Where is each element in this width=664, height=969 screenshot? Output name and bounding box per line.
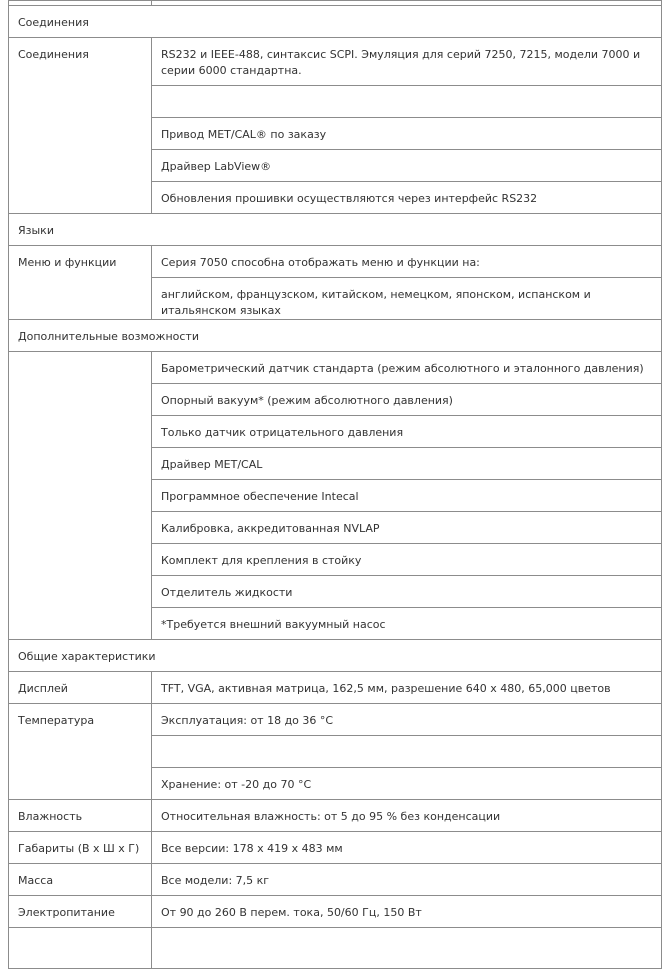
row-value: Калибровка, аккредитованная NVLAP [152, 512, 662, 544]
row-label: Электропитание [9, 896, 152, 928]
row-label: Соединения [9, 38, 152, 214]
specifications-table-body [9, 1, 662, 969]
row-value [152, 736, 662, 768]
row-value: Привод MET/CAL® по заказу [152, 118, 662, 150]
table-row [9, 896, 662, 928]
row-value: Обновления прошивки осуществляются через интерфейс RS232 [152, 182, 662, 214]
row-label: Дисплей [9, 672, 152, 704]
row-value: Драйвер MET/CAL [152, 448, 662, 480]
row-label: Влажность [9, 800, 152, 832]
table-bottom-edge [9, 928, 662, 969]
row-value: RS232 и IEEE-488, синтаксис SCPI. Эмуляция для серий 7250, 7215, модели 7000 и серии 6000 стандартна. [152, 38, 662, 86]
row-value: Отделитель жидкости [152, 576, 662, 608]
section-title: Дополнительные возможности [9, 320, 662, 352]
row-value: Только датчик отрицательного давления [152, 416, 662, 448]
row-value: Все версии: 178 x 419 x 483 мм [152, 832, 662, 864]
row-value: Серия 7050 способна отображать меню и функции на: [152, 246, 662, 278]
row-label: Меню и функции [9, 246, 152, 320]
row-value: TFT, VGA, активная матрица, 162,5 мм, разрешение 640 x 480, 65,000 цветов [152, 672, 662, 704]
row-label: Габариты (В x Ш x Г) [9, 832, 152, 864]
row-value [152, 86, 662, 118]
table-row [9, 800, 662, 832]
row-value: Все модели: 7,5 кг [152, 864, 662, 896]
row-value: Барометрический датчик стандарта (режим абсолютного и эталонного давления) [152, 352, 662, 384]
row-label [9, 352, 152, 640]
row-value: Комплект для крепления в стойку [152, 544, 662, 576]
table-row [9, 672, 662, 704]
row-value: английском, французском, китайском, немецком, японском, испанском и итальянском языках [152, 278, 662, 320]
row-value: Программное обеспечение Intecal [152, 480, 662, 512]
section-title: Общие характеристики [9, 640, 662, 672]
row-value: Опорный вакуум* (режим абсолютного давления) [152, 384, 662, 416]
row-value: Драйвер LabView® [152, 150, 662, 182]
section-header-row [9, 214, 662, 246]
row-value: Относительная влажность: от 5 до 95 % без конденсации [152, 800, 662, 832]
row-value: Эксплуатация: от 18 до 36 °C [152, 704, 662, 736]
table-row [9, 704, 662, 736]
section-title: Языки [9, 214, 662, 246]
specifications-table [8, 0, 662, 969]
edge-cell [9, 928, 152, 969]
table-row [9, 246, 662, 278]
row-value: Хранение: от -20 до 70 °C [152, 768, 662, 800]
section-header-row [9, 320, 662, 352]
section-header-row [9, 6, 662, 38]
section-title: Соединения [9, 6, 662, 38]
row-label: Температура [9, 704, 152, 800]
row-value: *Требуется внешний вакуумный насос [152, 608, 662, 640]
row-value: От 90 до 260 В перем. тока, 50/60 Гц, 150 Вт [152, 896, 662, 928]
table-row [9, 832, 662, 864]
row-label: Масса [9, 864, 152, 896]
section-header-row [9, 640, 662, 672]
edge-cell [152, 928, 662, 969]
table-row [9, 352, 662, 384]
table-row [9, 864, 662, 896]
table-row [9, 38, 662, 86]
